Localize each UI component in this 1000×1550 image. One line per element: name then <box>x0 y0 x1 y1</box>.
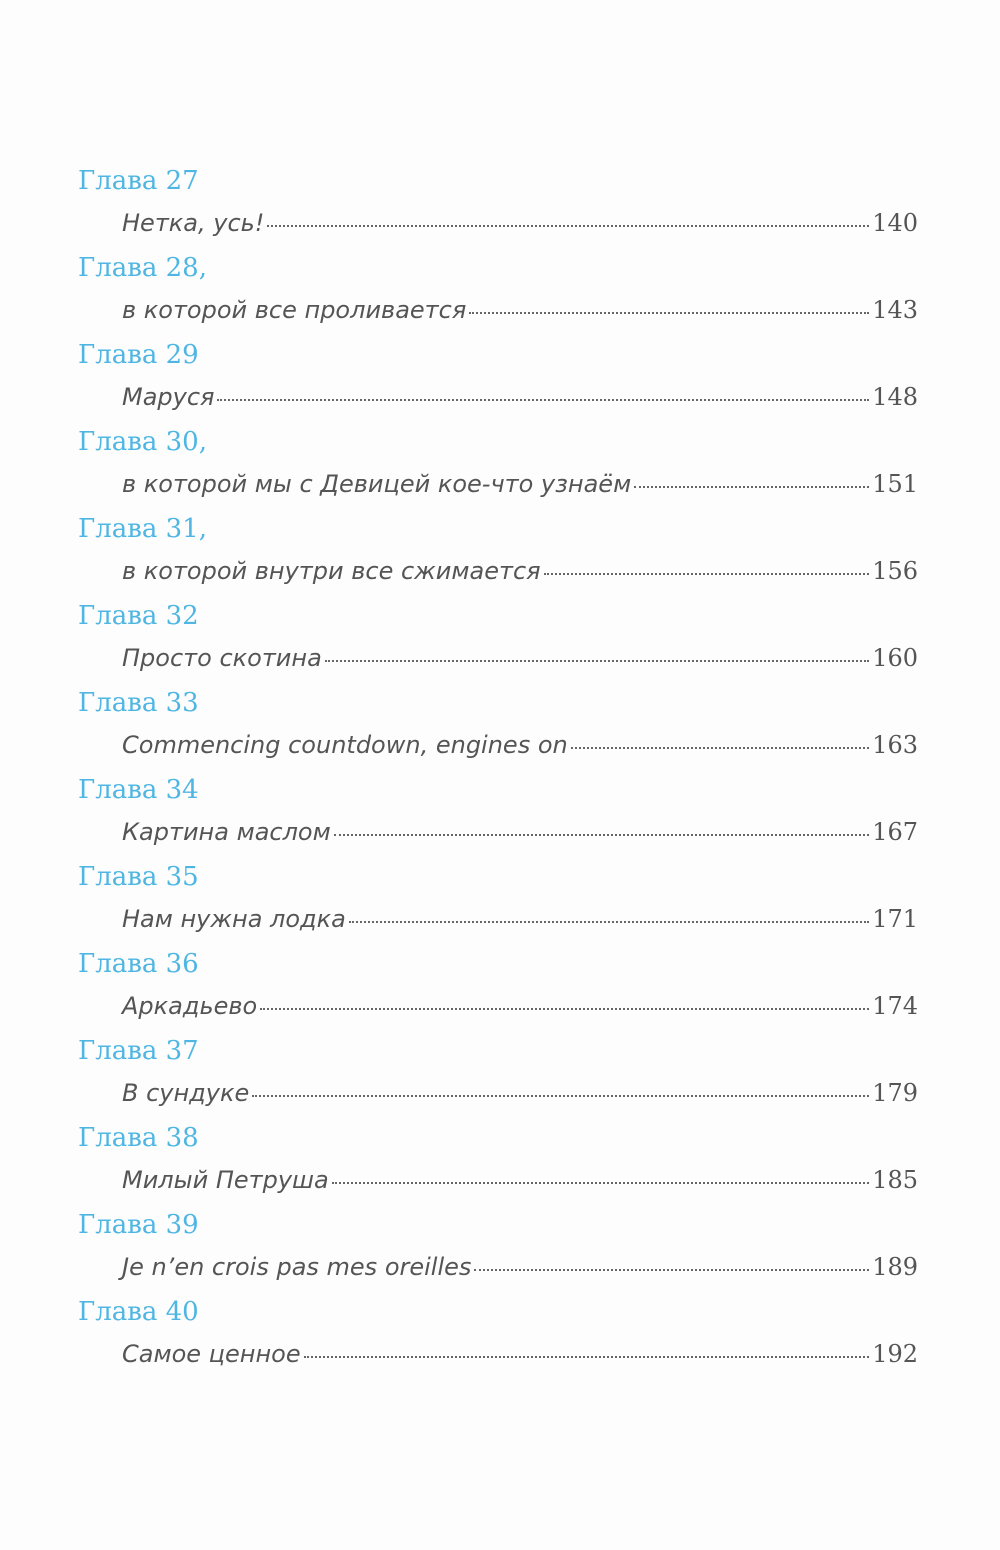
chapter-title: Маруся <box>122 383 215 411</box>
toc-line <box>122 1246 918 1288</box>
chapter-number: Глава 30, <box>78 427 207 457</box>
dot-leader <box>571 747 869 749</box>
toc-line <box>122 376 918 418</box>
page-number: 151 <box>872 470 918 498</box>
dot-leader <box>634 486 869 488</box>
toc-line <box>122 289 918 331</box>
chapter-number: Глава 40 <box>78 1297 199 1327</box>
dot-leader <box>469 312 869 314</box>
chapter-title: в которой внутри все сжимается <box>122 557 541 585</box>
page-number: 160 <box>872 644 918 672</box>
chapter-number: Глава 33 <box>78 688 199 718</box>
chapter-number: Глава 37 <box>78 1036 199 1066</box>
toc-line <box>122 724 918 766</box>
chapter-title: Картина маслом <box>122 818 331 846</box>
toc-line <box>122 811 918 853</box>
dot-leader <box>332 1182 869 1184</box>
toc-entry <box>78 1204 918 1291</box>
page-number: 140 <box>872 209 918 237</box>
page-number: 163 <box>872 731 918 759</box>
toc-line <box>122 550 918 592</box>
chapter-number: Глава 27 <box>78 166 199 196</box>
chapter-title: Просто скотина <box>122 644 322 672</box>
toc-line <box>122 637 918 679</box>
chapter-title: Commencing countdown, engines on <box>122 731 568 759</box>
toc-line <box>122 1333 918 1375</box>
toc-line <box>122 985 918 1027</box>
toc-entry <box>78 1030 918 1117</box>
page-number: 185 <box>872 1166 918 1194</box>
toc-entry <box>78 421 918 508</box>
chapter-title: в которой мы с Девицей кое-что узнаём <box>122 470 632 498</box>
toc-line <box>122 1159 918 1201</box>
page-number: 179 <box>872 1079 918 1107</box>
toc-entry <box>78 769 918 856</box>
chapter-number: Глава 32 <box>78 601 199 631</box>
toc-entry <box>78 247 918 334</box>
chapter-title: Аркадьево <box>122 992 258 1020</box>
page-number: 156 <box>872 557 918 585</box>
chapter-title: Je n’en crois pas mes oreilles <box>122 1253 472 1281</box>
dot-leader <box>217 399 869 401</box>
toc-entry <box>78 508 918 595</box>
toc-line <box>122 463 918 505</box>
chapter-number: Глава 38 <box>78 1123 199 1153</box>
page-number: 148 <box>872 383 918 411</box>
chapter-title: В сундуке <box>122 1079 250 1107</box>
toc-entry <box>78 160 918 247</box>
table-of-contents <box>78 160 918 1378</box>
page-number: 174 <box>872 992 918 1020</box>
dot-leader <box>260 1008 869 1010</box>
chapter-number: Глава 35 <box>78 862 199 892</box>
toc-line <box>122 898 918 940</box>
toc-entry <box>78 943 918 1030</box>
dot-leader <box>267 225 869 227</box>
dot-leader <box>474 1269 869 1271</box>
toc-entry <box>78 682 918 769</box>
toc-entry <box>78 1291 918 1378</box>
dot-leader <box>304 1356 870 1358</box>
page-number: 143 <box>872 296 918 324</box>
toc-line <box>122 202 918 244</box>
chapter-number: Глава 29 <box>78 340 199 370</box>
chapter-number: Глава 28, <box>78 253 207 283</box>
toc-entry <box>78 595 918 682</box>
toc-entry <box>78 1117 918 1204</box>
chapter-title: Нам нужна лодка <box>122 905 346 933</box>
chapter-number: Глава 34 <box>78 775 199 805</box>
toc-line <box>122 1072 918 1114</box>
chapter-title: Милый Петруша <box>122 1166 329 1194</box>
chapter-number: Глава 36 <box>78 949 199 979</box>
chapter-title: Нетка, усь! <box>122 209 265 237</box>
chapter-title: Самое ценное <box>122 1340 301 1368</box>
dot-leader <box>544 573 870 575</box>
page-number: 167 <box>872 818 918 846</box>
page-number: 192 <box>872 1340 918 1368</box>
dot-leader <box>334 834 869 836</box>
chapter-number: Глава 31, <box>78 514 207 544</box>
page-number: 171 <box>872 905 918 933</box>
toc-entry <box>78 334 918 421</box>
page-number: 189 <box>872 1253 918 1281</box>
dot-leader <box>252 1095 869 1097</box>
toc-entry <box>78 856 918 943</box>
chapter-number: Глава 39 <box>78 1210 199 1240</box>
dot-leader <box>349 921 869 923</box>
chapter-title: в которой все проливается <box>122 296 467 324</box>
dot-leader <box>325 660 869 662</box>
